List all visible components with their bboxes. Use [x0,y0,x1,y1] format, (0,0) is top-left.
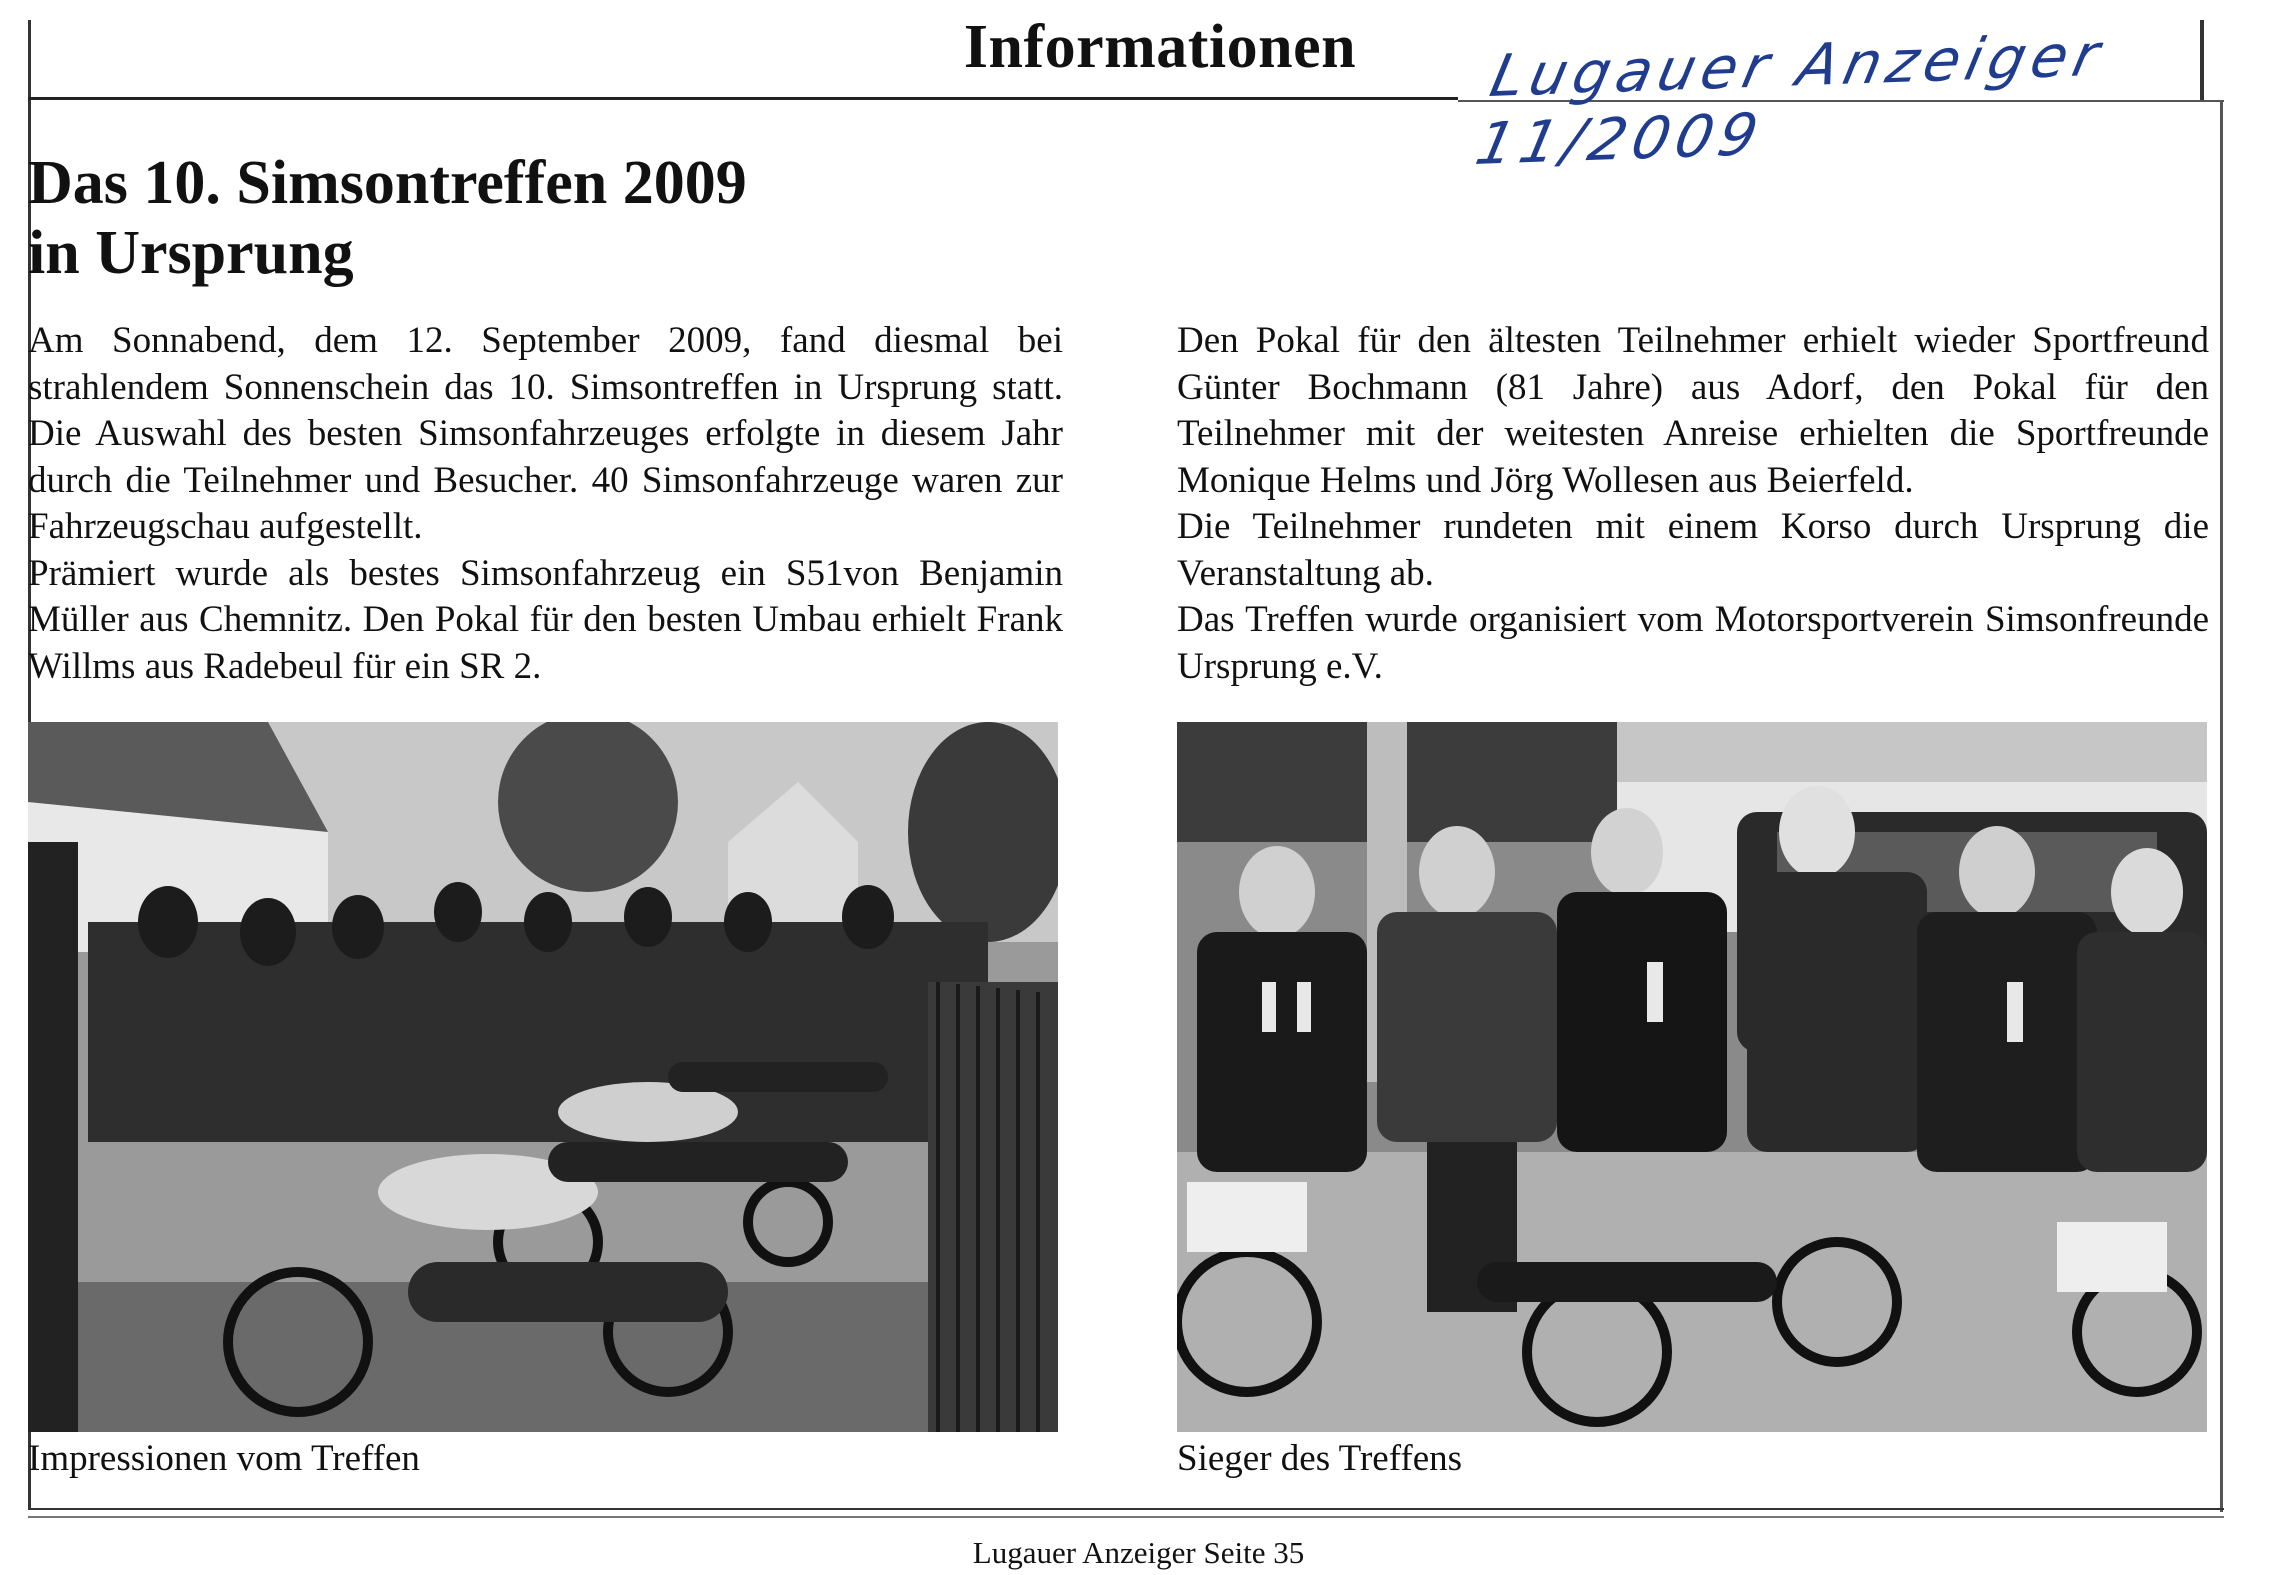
photo-impressions-illustration [28,722,1058,1432]
photo-impressions [28,722,1058,1432]
paragraph: Das Treffen wurde organisiert vom Motorsportverein Simsonfreunde Ursprung e.V. [1177,599,2209,687]
article-column-left [28,318,1063,690]
photo-caption-right: Sieger des Treffens [1177,1438,1463,1479]
headline-line-2: in Ursprung [28,219,354,287]
header-rule [28,97,1458,100]
section-title: Informationen [963,13,1357,81]
photo-winners-illustration [1177,722,2207,1432]
article-column-right [1177,318,2209,690]
paragraph: Die Teilnehmer rundeten mit einem Korso durch Ursprung die Veranstaltung ab. [1177,506,2209,594]
article-headline [28,148,1128,288]
bottom-rule [28,1508,2224,1518]
handwritten-note: Lugauer Anzeiger 11/2009 [1470,20,2112,178]
paragraph: Den Pokal für den ältesten Teilnehmer erhielt wieder Sportfreund Günter Bochmann (81 Jahre) aus Adorf, den Pokal für den Teilnehmer mit der weitesten Anreise erhielten die Sportfreunde Monique Helms und Jörg Wollesen aus Beierfeld. [1177,320,2209,501]
right-edge-rule [2220,100,2223,1512]
photo-caption-left: Impressionen vom Treffen [28,1438,420,1479]
headline-line-1: Das 10. Simsontreffen 2009 [28,149,747,217]
photo-winners [1177,722,2207,1432]
paragraph: Prämiert wurde als bestes Simsonfahrzeug ein S51von Benjamin Müller aus Chemnitz. Den Pokal für den besten Umbau erhielt Frank Willms aus Radebeul für ein SR 2. [28,552,1063,687]
page-footer: Lugauer Anzeiger Seite 35 [972,1535,1305,1570]
paragraph: Am Sonnabend, dem 12. September 2009, fand diesmal bei strahlendem Sonnenschein das 10. Simsontreffen in Ursprung statt. Die Auswahl des besten Simsonfahrzeuges erfolgte in diesem Jahr durch die Teilnehmer und Besucher. 40 Simsonfahrzeuge waren zur Fahrzeugschau aufgestellt. [28,320,1063,547]
